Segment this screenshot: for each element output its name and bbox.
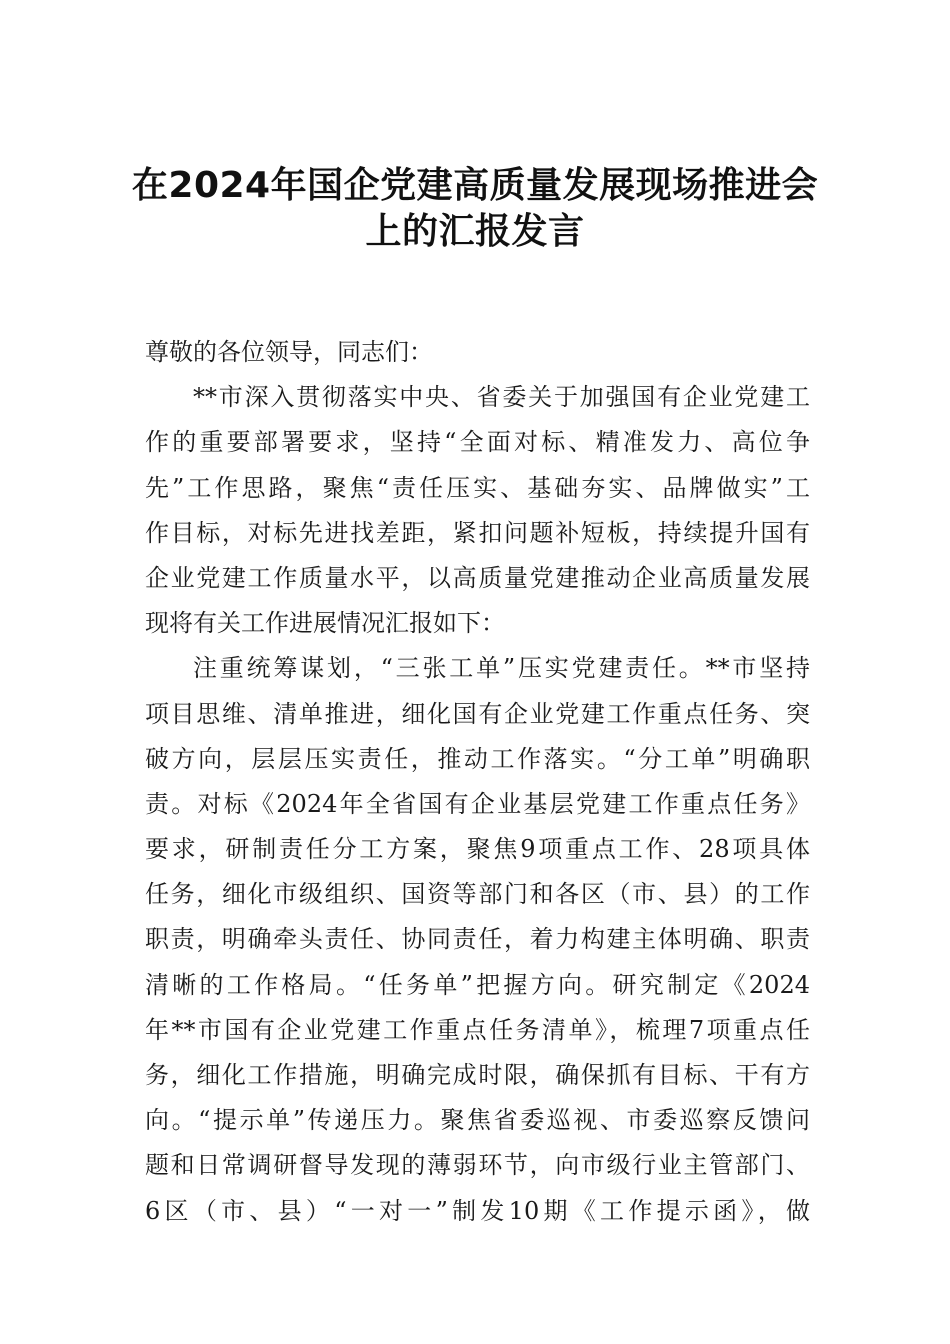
body-line: 作目标，对标先进找差距，紧扣问题补短板，持续提升国有 bbox=[145, 518, 810, 547]
body-line: 现将有关工作进展情况汇报如下： bbox=[145, 609, 505, 638]
body-line: 题和日常调研督导发现的薄弱环节，向市级行业主管部门、 bbox=[145, 1151, 810, 1180]
body-line: 任务，细化市级组织、国资等部门和各区（市、县）的工作 bbox=[145, 880, 810, 909]
body-line: 6区（市、县）“一对一”制发10期《工作提示函》，做 bbox=[145, 1196, 810, 1225]
body-line: 破方向，层层压实责任，推动工作落实。“分工单”明确职 bbox=[145, 744, 810, 773]
body-line: 职责，明确牵头责任、协同责任，着力构建主体明确、职责 bbox=[145, 925, 810, 954]
document-body bbox=[145, 330, 810, 1234]
body-line: 作的重要部署要求，坚持“全面对标、精准发力、高位争 bbox=[145, 428, 810, 457]
body-line: 要求，研制责任分工方案，聚焦9项重点工作、28项具体 bbox=[145, 835, 810, 864]
body-line: 注重统筹谋划，“三张工单”压实党建责任。**市坚持 bbox=[193, 654, 810, 683]
document-title-line-1: 在2024年国企党建高质量发展现场推进会 bbox=[131, 165, 819, 206]
document-title-line-2: 上的汇报发言 bbox=[365, 211, 585, 252]
body-line: 向。“提示单”传递压力。聚焦省委巡视、市委巡察反馈问 bbox=[145, 1106, 810, 1135]
salutation-line: 尊敬的各位领导，同志们： bbox=[145, 338, 433, 366]
body-line: 先”工作思路，聚焦“责任压实、基础夯实、品牌做实”工 bbox=[145, 473, 810, 502]
body-line: 项目思维、清单推进，细化国有企业党建工作重点任务、突 bbox=[145, 699, 810, 728]
body-line: 企业党建工作质量水平，以高质量党建推动企业高质量发展 bbox=[145, 563, 810, 592]
body-line: 清晰的工作格局。“任务单”把握方向。研究制定《2024 bbox=[145, 970, 810, 999]
body-line: 年**市国有企业党建工作重点任务清单》，梳理7项重点任 bbox=[145, 1015, 810, 1044]
body-line: 责。对标《2024年全省国有企业基层党建工作重点任务》 bbox=[145, 789, 810, 818]
body-line: **市深入贯彻落实中央、省委关于加强国有企业党建工 bbox=[193, 383, 810, 412]
body-line: 务，细化工作措施，明确完成时限，确保抓有目标、干有方 bbox=[145, 1061, 810, 1089]
